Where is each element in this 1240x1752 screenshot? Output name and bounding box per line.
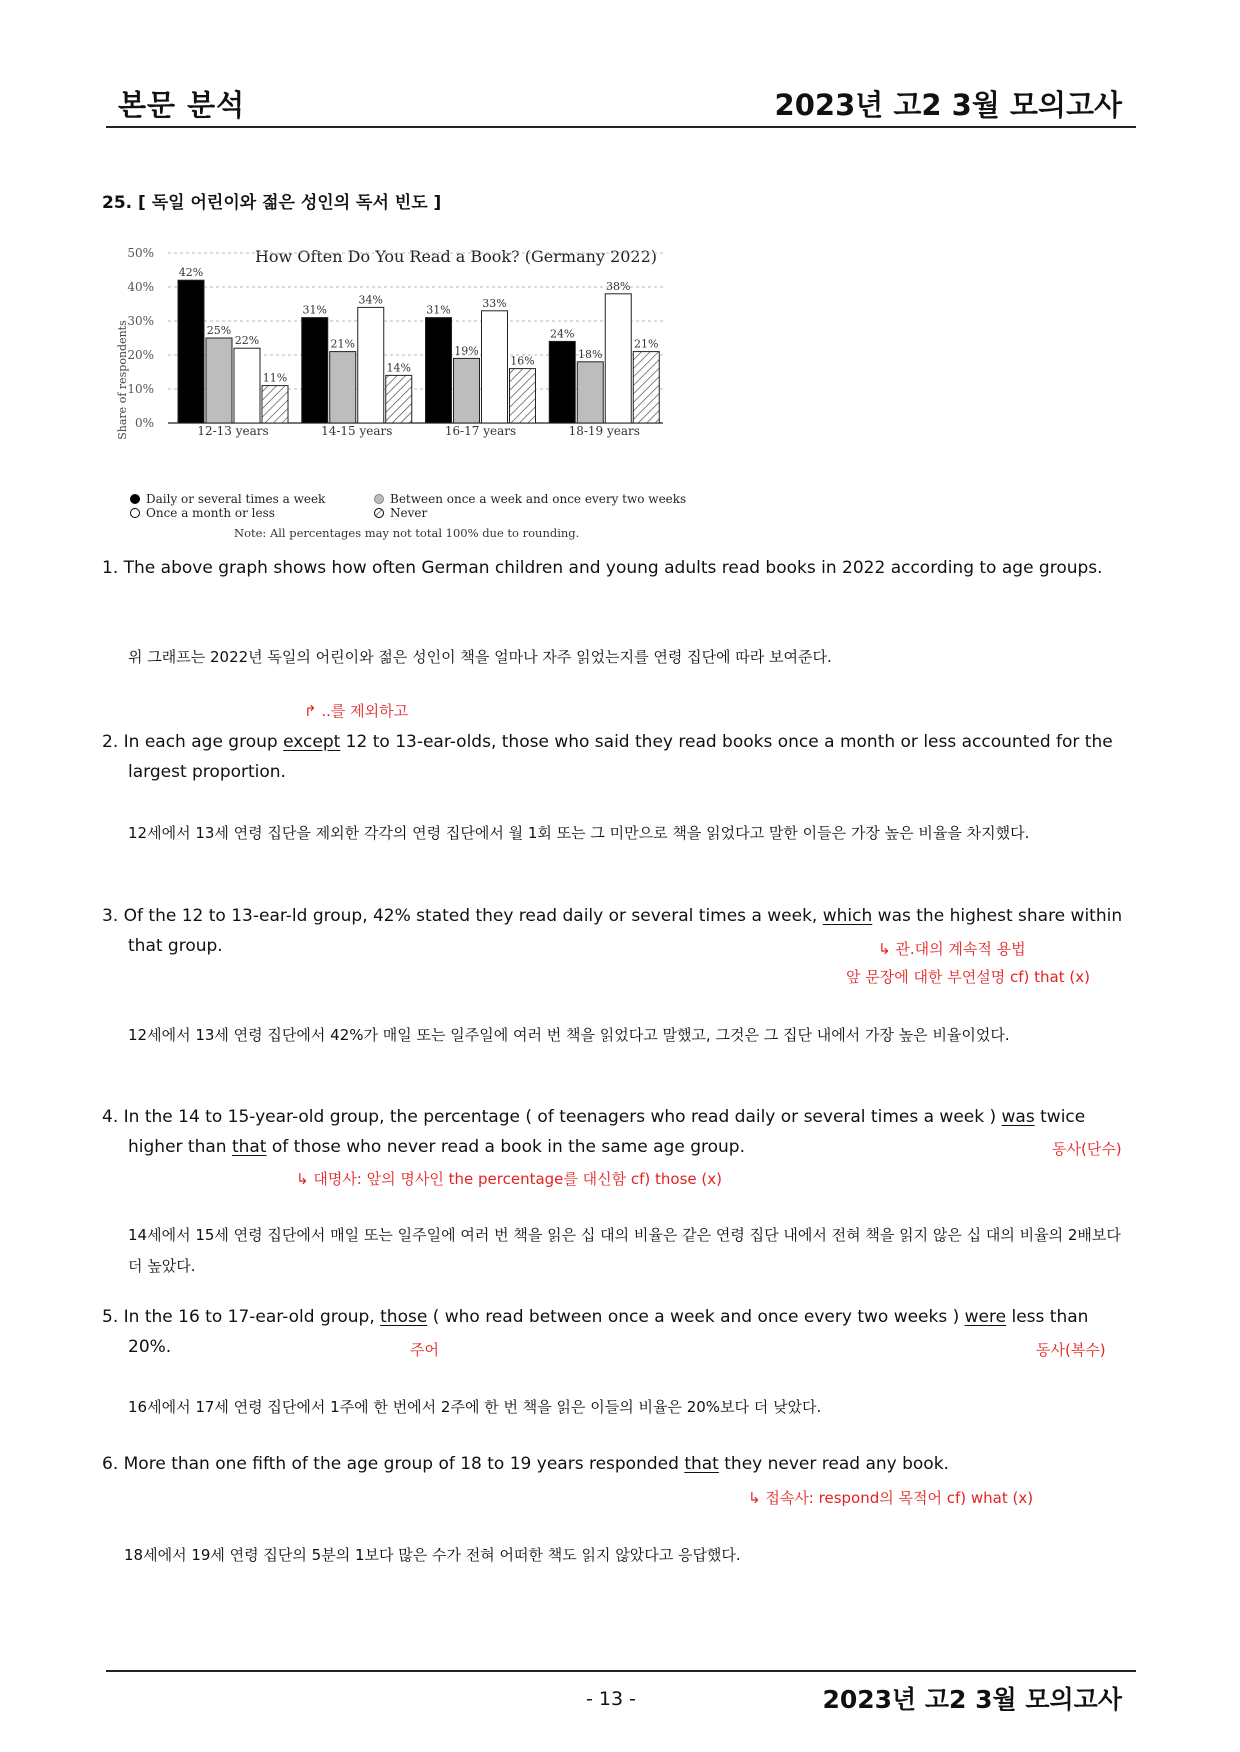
- annotation-which-note: 앞 문장에 대한 부연설명 cf) that (x): [846, 968, 1090, 986]
- data-label: 42%: [178, 266, 204, 280]
- translation-5: 16세에서 17세 연령 집단에서 1주에 한 번에서 2주에 한 번 책을 읽은 이들의 비율은 20%보다 더 낮았다.: [128, 1398, 822, 1416]
- question-title: 25. [ 독일 어린이와 젊은 성인의 독서 빈도 ]: [102, 193, 442, 213]
- sentence-1: [102, 553, 1132, 583]
- annotation-which: ↳ 관.대의 계속적 용법: [878, 940, 1026, 958]
- underlined-those: those: [380, 1307, 428, 1327]
- legend-never: Never: [390, 506, 428, 520]
- underlined-was: was: [1001, 1107, 1035, 1127]
- y-axis-label: Share of respondents: [116, 320, 129, 440]
- footer-divider: [106, 1670, 1136, 1672]
- underlined-which: which: [822, 906, 873, 926]
- bar-0-3: [262, 386, 288, 423]
- translation-4: 14세에서 15세 연령 집단에서 매일 또는 일주일에 여러 번 책을 읽은 십 대의 비율은 같은 연령 집단 내에서 전혀 책을 읽지 않은 십 대의 비율의 2배보다 더 높았다.: [128, 1226, 1121, 1275]
- x-tick-label: 16-17 years: [444, 424, 517, 438]
- y-tick-label: 30%: [127, 314, 154, 328]
- sentence-6: 6. More than one fifth of the age group of 18 to 19 years responded that they never read any book.: [102, 1454, 949, 1474]
- chart-note: Note: All percentages may not total 100% due to rounding.: [234, 526, 580, 540]
- data-label: 31%: [426, 303, 451, 317]
- footer-exam-label: 2023년 고2 3월 모의고사: [822, 1685, 1122, 1714]
- annotation-except: ↱ ..를 제외하고: [304, 702, 409, 720]
- bar-1-1: [330, 352, 356, 423]
- header-exam-label: 2023년 고2 3월 모의고사: [774, 88, 1122, 122]
- bar-3-0: [549, 341, 575, 423]
- bar-0-0: [178, 280, 204, 423]
- data-label: 14%: [386, 361, 411, 375]
- bar-2-3: [510, 369, 536, 423]
- y-tick-label: 0%: [134, 416, 154, 430]
- header-divider: [106, 126, 1136, 128]
- underlined-that-conj: that: [684, 1454, 719, 1474]
- data-label: 24%: [550, 327, 575, 341]
- bar-2-1: [454, 358, 480, 423]
- x-tick-label: 14-15 years: [321, 424, 393, 438]
- legend-monthly: Once a month or less: [146, 506, 275, 520]
- translation-6: 18세에서 19세 연령 집단의 5분의 1보다 많은 수가 전혀 어떠한 책도 읽지 않았다고 응답했다.: [124, 1546, 741, 1564]
- bar-chart: [108, 240, 748, 545]
- bar-1-3: [386, 375, 412, 423]
- legend-swatch-monthly: [131, 509, 140, 518]
- underlined-were: were: [964, 1307, 1007, 1327]
- y-tick-label: 50%: [127, 246, 154, 260]
- data-label: 21%: [634, 337, 659, 351]
- x-tick-label: 18-19 years: [568, 424, 640, 438]
- data-label: 18%: [578, 347, 603, 361]
- page-number: - 13 -: [586, 1688, 636, 1710]
- data-label: 19%: [454, 344, 479, 358]
- chart-title: How Often Do You Read a Book? (Germany 2022): [254, 247, 658, 266]
- legend-swatch-biweekly: [375, 495, 384, 504]
- annotation-subject: 주어: [410, 1341, 439, 1359]
- data-label: 16%: [510, 354, 535, 368]
- sentence-number: 1.: [102, 558, 119, 578]
- underlined-that: that: [231, 1137, 267, 1157]
- underlined-except: except: [283, 732, 341, 752]
- data-label: 21%: [330, 337, 355, 351]
- bar-3-2: [605, 294, 631, 423]
- bar-1-2: [358, 307, 384, 423]
- data-label: 34%: [358, 293, 383, 307]
- annotation-were: 동사(복수): [1036, 1341, 1106, 1359]
- annotation-that-conj: ↳ 접속사: respond의 목적어 cf) what (x): [748, 1489, 1034, 1507]
- annotation-was: 동사(단수): [1052, 1140, 1122, 1158]
- sentence-text: The above graph shows how often German children and young adults read books in 2022 according to age groups.: [123, 558, 1103, 578]
- legend-swatch-daily: [131, 495, 140, 504]
- bar-2-0: [426, 318, 452, 423]
- data-label: 25%: [206, 324, 232, 337]
- translation-3: 12세에서 13세 연령 집단에서 42%가 매일 또는 일주일에 여러 번 책을 읽었다고 말했고, 그것은 그 집단 내에서 가장 높은 비율이었다.: [128, 1026, 1010, 1044]
- data-label: 31%: [302, 303, 327, 317]
- annotation-that-pronoun: ↳ 대명사: 앞의 명사인 the percentage를 대신함 cf) those (x): [296, 1170, 722, 1188]
- y-tick-label: 10%: [127, 382, 154, 396]
- data-label: 22%: [234, 334, 260, 348]
- legend-biweekly: Between once a week and once every two weeks: [390, 492, 687, 506]
- data-label: 33%: [482, 296, 507, 310]
- header-title: 본문 분석: [118, 88, 246, 122]
- sentence-4: 4. In the 14 to 15-year-old group, the percentage ( of teenagers who read daily or several times a week ) was twice higher than that of those who never read a book in the same age group.: [102, 1107, 1086, 1157]
- legend-daily: Daily or several times a week: [146, 492, 326, 506]
- bar-3-1: [577, 362, 603, 423]
- sentence-2: 2. In each age group except 12 to 13-ear-olds, those who said they read books once a month or less accounted for the largest proportion.: [102, 732, 1113, 782]
- translation-1: 위 그래프는 2022년 독일의 어린이와 젊은 성인이 책을 얼마나 자주 읽었는지를 연령 집단에 따라 보여준다.: [128, 648, 832, 666]
- data-label: 38%: [606, 279, 631, 293]
- bar-1-0: [302, 318, 328, 423]
- x-tick-label: 12-13 years: [197, 424, 269, 438]
- y-tick-label: 20%: [127, 348, 154, 362]
- sentence-3: 3. Of the 12 to 13-ear-ld group, 42% stated they read daily or several times a week, which was the highest share within that group.: [102, 906, 1123, 956]
- data-label: 11%: [262, 371, 288, 385]
- y-tick-label: 40%: [127, 280, 154, 294]
- bar-3-3: [633, 352, 659, 423]
- legend-swatch-never: [375, 509, 384, 518]
- bar-2-2: [482, 311, 508, 423]
- translation-2: 12세에서 13세 연령 집단을 제외한 각각의 연령 집단에서 월 1회 또는 그 미만으로 책을 읽었다고 말한 이들은 가장 높은 비율을 차지했다.: [128, 824, 1030, 842]
- sentence-5: 5. In the 16 to 17-ear-old group, those ( who read between once a week and once every two weeks ) were less than 20%.: [102, 1307, 1089, 1357]
- bar-0-2: [234, 348, 260, 423]
- bar-0-1: [206, 338, 232, 423]
